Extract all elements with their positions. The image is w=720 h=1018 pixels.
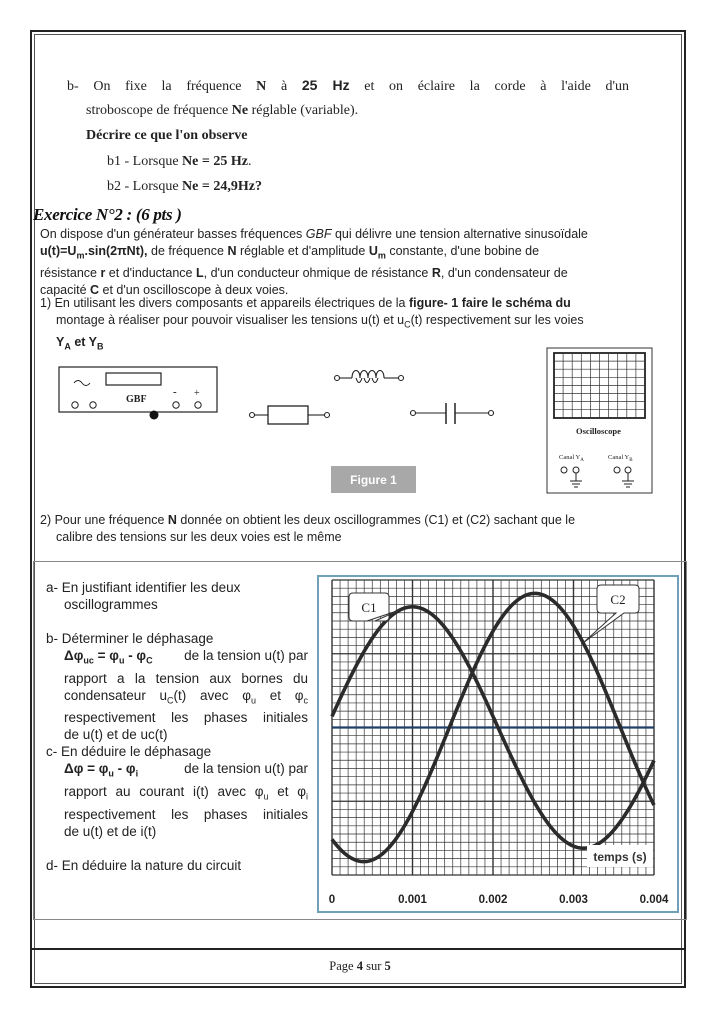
canal-a-label: Canal $Y_A$ — [559, 454, 584, 463]
question-c: c- En déduire le déphasage $\Delta\varphi = \varphi_u - \varphi_i$ de la tension u(t) par rapport au courant i(t) avec $\varphi_u$ et $\varphi_i$ respectivement les phases initiales de u(t) et de i(t) — [46, 744, 308, 839]
exo1-b2: b2 - Lorsque Ne = 24,9Hz? — [107, 179, 262, 194]
canal-b-label: Canal $Y_B$ — [608, 454, 633, 463]
gbf-minus: - — [173, 386, 177, 398]
series-label-c2: C2 — [610, 592, 626, 607]
question-b: b- Déterminer le déphasage $\Delta\varphi_{uc} = \varphi_u - \varphi_C$ de la tension u(t) par rapport a la tension aux bornes du condensateur $u_C(t)$ avec $\varphi_u$ et $\varphi_c$ respectivement les phases initiales de u(t) et de uc(t) — [46, 631, 308, 743]
x-tick-label: 0 — [328, 894, 336, 906]
exercise2-title: Exercice N°2 : (6 pts ) — [33, 205, 182, 224]
exo1-instruction: Décrire ce que l'on observe — [86, 128, 248, 143]
x-tick-label: 0.001 — [398, 894, 427, 906]
page-number: Page 4 sur 5 — [329, 959, 391, 973]
x-tick-label: 0.003 — [559, 894, 588, 906]
exercise2-intro: On dispose d'un générateur basses fréquences GBF qui délivre une tension alternative sinusoïdale $u(t)=U_m.\sin(2\pi Nt)$, de fréquence N réglable et d'amplitude $U_m$ constante, d'une bobine de résistance r et d'inductance L, d'un conducteur ohmique de résistance R, d'un condensateur de capacité C et d'un oscilloscope à deux voies. — [40, 227, 588, 297]
question-d: d- En déduire la nature du circuit — [46, 857, 242, 873]
exo1-b-line2: stroboscope de fréquence Ne réglable (variable). — [86, 103, 359, 118]
footer-rule — [32, 948, 684, 950]
x-axis-label: temps (s) — [593, 850, 647, 864]
x-tick-label: 0.002 — [478, 894, 508, 906]
oscilloscope — [547, 348, 652, 493]
exo1-b1: b1 - Lorsque Ne = 25 Hz. — [107, 154, 252, 169]
x-tick-label: 0.004 — [639, 894, 669, 906]
series-label-c1: C1 — [361, 600, 377, 615]
question-a: a- En justifiant identifier les deux oscillogrammes — [46, 580, 241, 612]
gbf-label: GBF — [126, 394, 147, 405]
question-2: 2) Pour une fréquence N donnée on obtient les deux oscillogrammes (C1) et (C2) sachant que le calibre des tensions sur les deux voies est le même — [40, 513, 576, 544]
capacitor — [411, 403, 494, 424]
exo1-b-line1: b- On fixe la fréquence N à 25 Hz et on éclaire la corde à l'aide d'un — [67, 77, 630, 94]
sub-questions — [46, 579, 308, 874]
oscilloscope-label: Oscilloscope — [576, 426, 621, 436]
oscillogram-chart — [317, 575, 679, 913]
question-1: 1) En utilisant les divers composants et appareils électriques de la figure- 1 faire le schéma du montage à réaliser pour pouvoir visualiser les tensions u(t) et $u_C(t)$ respectivement sur les voies $Y_A$ et $Y_B$ — [40, 296, 584, 351]
figure1-label: Figure 1 — [331, 466, 416, 493]
resistor — [250, 406, 330, 424]
inductor-coil — [335, 371, 404, 383]
gbf-plus: + — [194, 388, 200, 399]
